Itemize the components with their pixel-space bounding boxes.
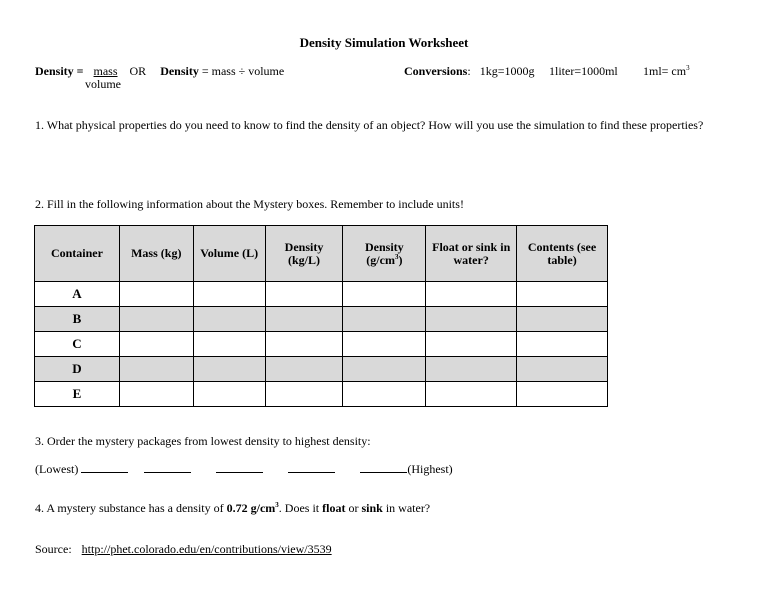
conversion-ml — [643, 64, 690, 79]
density-kgl-cell[interactable] — [265, 307, 343, 332]
conversion-liter: 1liter=1000ml — [549, 64, 618, 78]
contents-cell[interactable] — [517, 357, 608, 382]
density-kgl-cell[interactable] — [265, 382, 343, 407]
table-row — [35, 382, 608, 407]
source-label: Source: — [35, 542, 72, 556]
page-title: Density Simulation Worksheet — [299, 35, 469, 50]
conversion-ml-sup: 3 — [686, 64, 690, 72]
density-gcm-cell[interactable] — [343, 307, 426, 332]
volume-cell[interactable] — [193, 307, 265, 332]
density-value — [227, 501, 279, 515]
density-value-text: 0.72 g/cm — [226, 501, 276, 515]
lowest-label: (Lowest) — [35, 462, 79, 476]
density-kgl-cell[interactable] — [265, 282, 343, 307]
table-header-row — [35, 226, 608, 282]
mass-cell[interactable] — [119, 332, 193, 357]
density-gcm-cell[interactable] — [343, 357, 426, 382]
container-label: A — [35, 282, 120, 307]
header-float-sink — [426, 226, 517, 282]
formula-2: = mass ÷ volume — [201, 64, 285, 78]
container-label: C — [35, 332, 120, 357]
volume-cell[interactable] — [193, 332, 265, 357]
formula-denominator: volume — [85, 77, 121, 91]
container-label: E — [35, 382, 120, 407]
header-contents-line2: table) — [547, 252, 577, 267]
source-line — [35, 542, 332, 557]
volume-cell[interactable] — [193, 382, 265, 407]
contents-cell[interactable] — [517, 282, 608, 307]
header-density-gcm — [343, 226, 426, 282]
order-blank-5[interactable] — [360, 460, 407, 473]
volume-cell[interactable] — [193, 282, 265, 307]
mass-cell[interactable] — [119, 357, 193, 382]
float-sink-cell[interactable] — [426, 282, 517, 307]
mystery-boxes-table — [34, 225, 608, 407]
float-sink-cell[interactable] — [426, 307, 517, 332]
order-line — [35, 460, 453, 477]
header-contents-line1: Contents (see — [527, 239, 597, 254]
density-gcm-cell[interactable] — [343, 382, 426, 407]
float-sink-cell[interactable] — [426, 332, 517, 357]
header-density-gcm-sup: 3 — [394, 252, 399, 261]
conversion-ml-base: 1ml= cm — [643, 64, 687, 78]
highest-label: (Highest) — [407, 462, 453, 476]
source-link[interactable]: http://phet.colorado.edu/en/contributions/view/3539 — [81, 542, 332, 556]
or-word: or — [345, 501, 362, 515]
header-density-kgl — [265, 226, 343, 282]
order-blank-1[interactable] — [81, 460, 128, 473]
header-density-gcm-line2: (g/cm — [366, 252, 395, 267]
question-4-suffix: in water? — [382, 501, 431, 515]
density-value-sup: 3 — [275, 501, 279, 509]
question-3: 3. Order the mystery packages from lowest density to highest density: — [35, 434, 371, 448]
conversion-kg: 1kg=1000g — [479, 64, 535, 78]
header-float-line2: water? — [453, 252, 489, 267]
header-density-gcm-line1: Density — [365, 239, 404, 254]
question-4-prefix: 4. A mystery substance has a density of — [35, 501, 227, 515]
density-kgl-cell[interactable] — [265, 332, 343, 357]
contents-cell[interactable] — [517, 332, 608, 357]
order-blank-2[interactable] — [144, 460, 191, 473]
conversions-label: Conversions — [404, 64, 468, 78]
or-text: OR — [129, 64, 147, 78]
header-density-kgl-line1: Density — [284, 239, 324, 254]
header-volume: Volume (L) — [193, 226, 265, 282]
density-formula — [35, 64, 284, 79]
order-blank-3[interactable] — [216, 460, 263, 473]
conversions: Conversions: 1kg=1000g — [404, 64, 535, 78]
table-row — [35, 357, 608, 382]
contents-cell[interactable] — [517, 382, 608, 407]
table-row — [35, 307, 608, 332]
header-mass: Mass (kg) — [119, 226, 193, 282]
density-gcm-cell[interactable] — [343, 332, 426, 357]
container-label: D — [35, 357, 120, 382]
header-float-line1: Float or sink in — [432, 239, 511, 254]
question-4-mid: . Does it — [278, 501, 323, 515]
contents-cell[interactable] — [517, 307, 608, 332]
header-container: Container — [35, 226, 120, 282]
sink-word: sink — [361, 501, 383, 515]
table-row — [35, 282, 608, 307]
header-density-kgl-line2: (kg/L) — [288, 252, 321, 267]
density-label-2: Density — [160, 64, 199, 78]
density-gcm-cell[interactable] — [343, 282, 426, 307]
container-label: B — [35, 307, 120, 332]
float-sink-cell[interactable] — [426, 382, 517, 407]
mass-cell[interactable] — [119, 307, 193, 332]
header-contents — [517, 226, 608, 282]
volume-cell[interactable] — [193, 357, 265, 382]
order-blank-4[interactable] — [288, 460, 335, 473]
density-label: Density = — [35, 64, 84, 78]
density-kgl-cell[interactable] — [265, 357, 343, 382]
mass-cell[interactable] — [119, 382, 193, 407]
header-density-gcm-close: ) — [398, 252, 403, 267]
formula-numerator: mass — [93, 64, 118, 78]
question-4 — [35, 501, 430, 516]
question-2: 2. Fill in the following information about the Mystery boxes. Remember to include units! — [35, 197, 464, 211]
question-1: 1. What physical properties do you need to know to find the density of an object? How will you use the simulation to find these properties? — [35, 118, 704, 132]
mass-cell[interactable] — [119, 282, 193, 307]
float-word: float — [322, 501, 346, 515]
float-sink-cell[interactable] — [426, 357, 517, 382]
table-row — [35, 332, 608, 357]
